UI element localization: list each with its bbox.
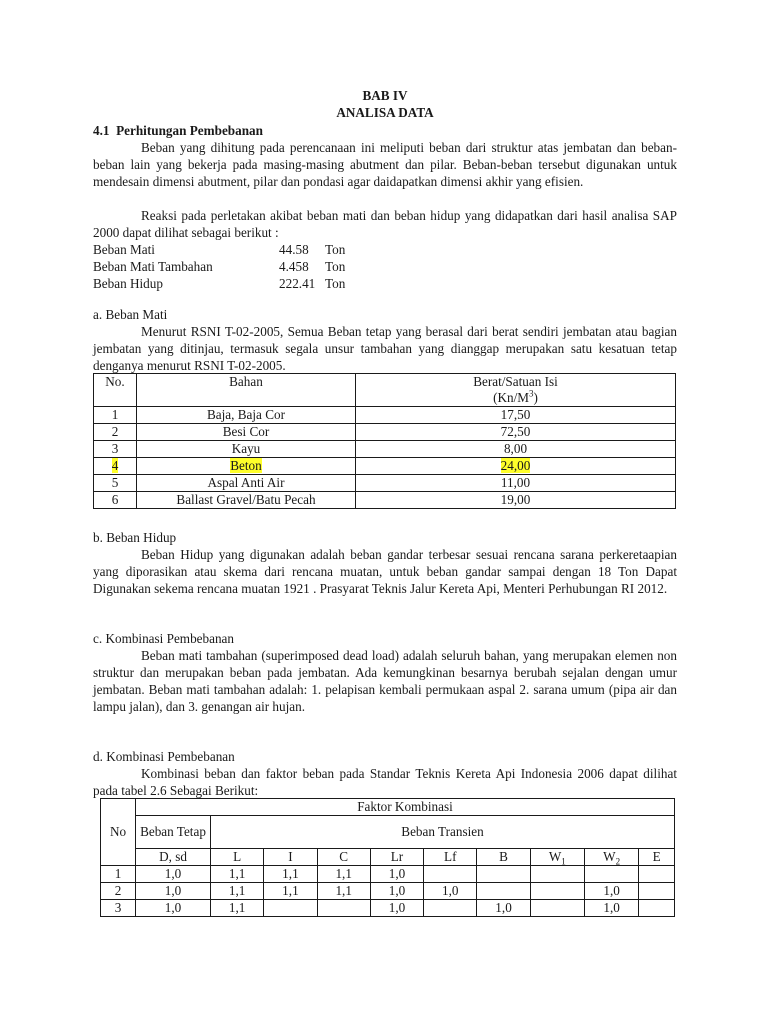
- w1-subscript: 1: [561, 856, 566, 867]
- load-name: Beban Mati Tambahan: [93, 259, 213, 274]
- load-row: [93, 241, 677, 258]
- w1-label: W: [548, 849, 562, 864]
- cell-berat: 11,00: [356, 475, 676, 492]
- loads-list: [93, 241, 677, 292]
- table-header-row: [101, 849, 675, 866]
- subsection-a-heading: a. Beban Mati: [93, 307, 168, 322]
- cell: [639, 900, 675, 917]
- col-header-dsd: D, sd: [136, 849, 211, 866]
- col-header-no: No: [101, 799, 136, 866]
- highlight-mark: 4: [111, 458, 119, 473]
- intro-paragraph-2: Reaksi pada perletakan akibat beban mati dan beban hidup yang didapatkan dari hasil analisa SAP 2000 dapat dilihat sebagai berikut :: [93, 208, 677, 240]
- table-header-row: [101, 799, 675, 816]
- material-weight-table: [93, 373, 676, 509]
- subsection-c-heading: c. Kombinasi Pembebanan: [93, 631, 234, 646]
- unit-close: ): [533, 390, 538, 405]
- table-header-row: [94, 374, 676, 407]
- cell: [639, 866, 675, 883]
- beban-tetap-header: Beban Tetap: [136, 816, 211, 849]
- cell: [477, 883, 530, 900]
- cell-bahan: Baja, Baja Cor: [137, 407, 356, 424]
- cell: 1,1: [211, 900, 264, 917]
- col-header-lr: Lr: [370, 849, 423, 866]
- subsection-c-text: Beban mati tambahan (superimposed dead load) adalah seluruh bahan, yang merupakan elemen non struktur dan merupakan beban pada jembatan. Ada kemungkinan besarnya berubah sejalan dengan umur jembatan. Beban mati tambahan adalah: 1. pelapisan kembali permukaan aspal 2. sarana umum (pipa air dan lampu jalan), dan 3. genangan air hujan.: [93, 648, 677, 714]
- cell-berat: 19,00: [356, 492, 676, 509]
- load-value: 44.58: [279, 242, 309, 257]
- cell-no: 3: [101, 900, 136, 917]
- w2-subscript: 2: [615, 856, 621, 867]
- col-header-i: I: [264, 849, 317, 866]
- load-unit: Ton: [325, 259, 346, 274]
- col-header-berat-label: Berat/Satuan Isi: [473, 374, 558, 389]
- col-header-berat: [356, 374, 676, 407]
- chapter-title: ANALISA DATA: [336, 105, 434, 120]
- cell-berat: [356, 458, 676, 475]
- cell-no: 2: [94, 424, 137, 441]
- col-header-bahan: Bahan: [137, 374, 356, 407]
- cell: 1,1: [211, 883, 264, 900]
- w2-label: W: [603, 849, 616, 864]
- cell: [584, 866, 638, 883]
- cell: 1,1: [211, 866, 264, 883]
- col-header-w1: [530, 849, 584, 866]
- subsection-a-text: Menurut RSNI T-02-2005, Semua Beban tetap yang berasal dari berat sendiri jembatan atau bagian jembatan yang ditinjau, termasuk segala unsur tambahan yang dianggap merupakan satu kesatuan tetap denganya menurut RSNI T-02-2005.: [93, 324, 677, 373]
- cell: [424, 866, 477, 883]
- cell-no: 2: [101, 883, 136, 900]
- load-combination-table: [100, 798, 675, 917]
- cell: [530, 900, 584, 917]
- cell: 1,1: [317, 866, 370, 883]
- cell-no: 5: [94, 475, 137, 492]
- load-value: 222.41: [279, 276, 316, 291]
- cell: [639, 883, 675, 900]
- load-value: 4.458: [279, 259, 309, 274]
- table-row: [101, 866, 675, 883]
- load-row: [93, 275, 677, 292]
- load-name: Beban Hidup: [93, 276, 163, 291]
- cell: [530, 883, 584, 900]
- table-row: [94, 441, 676, 458]
- cell: [264, 900, 317, 917]
- highlight-mark: Beton: [230, 458, 262, 473]
- table-row-highlighted: [94, 458, 676, 475]
- cell: 1,0: [584, 883, 638, 900]
- cell-bahan: [137, 458, 356, 475]
- table-row: [101, 900, 675, 917]
- subsection-d-text: Kombinasi beban dan faktor beban pada Standar Teknis Kereta Api Indonesia 2006 dapat dilihat pada tabel 2.6 Sebagai Berikut:: [93, 766, 677, 798]
- load-name: Beban Mati: [93, 242, 155, 257]
- cell-no: [94, 458, 137, 475]
- cell: 1,0: [370, 866, 423, 883]
- col-header-b: B: [477, 849, 530, 866]
- col-header-lf: Lf: [424, 849, 477, 866]
- cell: [317, 900, 370, 917]
- cell: 1,0: [424, 883, 477, 900]
- chapter-heading: BAB IV: [362, 88, 408, 103]
- col-header-unit: [360, 390, 671, 406]
- cell: 1,0: [477, 900, 530, 917]
- col-header-l: L: [211, 849, 264, 866]
- unit-text: (Kn/M: [493, 390, 529, 405]
- col-header-e: E: [639, 849, 675, 866]
- cell-bahan: Besi Cor: [137, 424, 356, 441]
- cell: 1,0: [136, 900, 211, 917]
- cell-bahan: Aspal Anti Air: [137, 475, 356, 492]
- cell-no: 1: [94, 407, 137, 424]
- table-row: [94, 475, 676, 492]
- table-row: [94, 407, 676, 424]
- table-row: [101, 883, 675, 900]
- subsection-b-heading: b. Beban Hidup: [93, 530, 177, 545]
- cell: [530, 866, 584, 883]
- cell: 1,1: [264, 866, 317, 883]
- subsection-b-text: Beban Hidup yang digunakan adalah beban gandar terbesar sesuai rencana sarana perkeretaapian yang diporasikan atau skema dari rencana muatan, untuk beban gandar sampai dengan 18 Ton Dapat Digunakan sekema rencana muatan 1921 . Prasyarat Teknis Jalur Kereta Api, Menteri Perhubungan RI 2012.: [93, 547, 677, 596]
- table-header-row: [101, 816, 675, 849]
- cell-no: 3: [94, 441, 137, 458]
- cell: 1,0: [136, 866, 211, 883]
- load-unit: Ton: [325, 276, 346, 291]
- beban-transien-header: Beban Transien: [211, 816, 675, 849]
- table-row: [94, 424, 676, 441]
- cell: 1,0: [370, 883, 423, 900]
- cell-bahan: Ballast Gravel/Batu Pecah: [137, 492, 356, 509]
- unit-superscript: 3: [529, 388, 534, 399]
- intro-paragraph-1: Beban yang dihitung pada perencanaan ini meliputi beban dari struktur atas jembatan dan beban-beban lain yang bekerja pada masing-masing abutment dan pilar. Beban-beban tersebut digunakan untuk mendesain dimensi abutment, pilar dan pondasi agar daidapatkan dimensi akhir yang efisien.: [93, 140, 677, 189]
- highlight-mark: 24,00: [500, 458, 531, 473]
- load-row: [93, 258, 677, 275]
- table-row: [94, 492, 676, 509]
- load-unit: Ton: [325, 242, 346, 257]
- cell-no: 6: [94, 492, 137, 509]
- cell-berat: 17,50: [356, 407, 676, 424]
- faktor-kombinasi-header: Faktor Kombinasi: [136, 799, 675, 816]
- col-header-no: No.: [94, 374, 137, 407]
- section-title: Perhitungan Pembebanan: [116, 123, 263, 138]
- subsection-d-heading: d. Kombinasi Pembebanan: [93, 749, 235, 764]
- cell-bahan: Kayu: [137, 441, 356, 458]
- cell: 1,0: [136, 883, 211, 900]
- section-heading: [93, 122, 677, 139]
- cell-berat: 72,50: [356, 424, 676, 441]
- cell: [424, 900, 477, 917]
- cell: 1,1: [317, 883, 370, 900]
- cell-berat: 8,00: [356, 441, 676, 458]
- cell: 1,1: [264, 883, 317, 900]
- cell-no: 1: [101, 866, 136, 883]
- col-header-c: C: [317, 849, 370, 866]
- cell: 1,0: [370, 900, 423, 917]
- section-number: 4.1: [93, 123, 110, 138]
- col-header-w2: [584, 849, 638, 866]
- cell: 1,0: [584, 900, 638, 917]
- cell: [477, 866, 530, 883]
